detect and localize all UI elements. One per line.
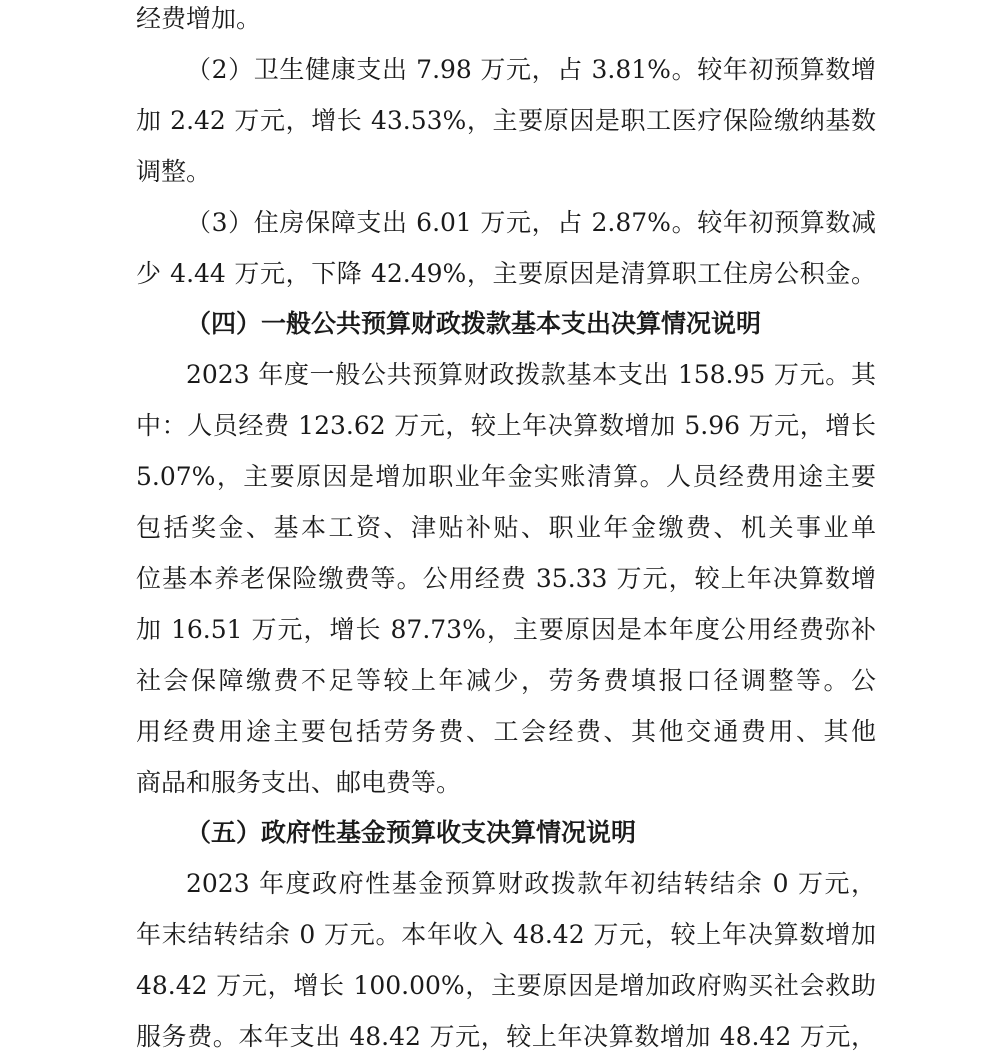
text-line: （3）住房保障支出 6.01 万元，占 2.87%。较年初预算数减 [186, 207, 876, 237]
text-line: 2023 年度一般公共预算财政拨款基本支出 158.95 万元。其 [186, 360, 876, 390]
text-line: 社会保障缴费不足等较上年减少，劳务费填报口径调整等。公 [136, 665, 876, 695]
text-line: 经费增加。 [136, 4, 262, 33]
text-line: 加 2.42 万元，增长 43.53%，主要原因是职工医疗保险缴纳基数 [136, 105, 876, 135]
text-line: 调整。 [136, 156, 212, 186]
text-line: 服务费。本年支出 48.42 万元，较上年决算数增加 48.42 万元， [136, 1022, 876, 1051]
text-line: 用经费用途主要包括劳务费、工会经费、其他交通费用、其他 [136, 716, 876, 746]
text-line: 中：人员经费 123.62 万元，较上年决算数增加 5.96 万元，增长 [136, 411, 876, 441]
text-line: 2023 年度政府性基金预算财政拨款年初结转结余 0 万元， [186, 869, 876, 899]
text-line: 商品和服务支出、邮电费等。 [136, 767, 462, 797]
text-line: 包括奖金、基本工资、津贴补贴、职业年金缴费、机关事业单 [136, 513, 876, 542]
text-line: 加 16.51 万元，增长 87.73%，主要原因是本年度公用经费弥补 [136, 614, 876, 644]
text-line: 年末结转结余 0 万元。本年收入 48.42 万元，较上年决算数增加 [136, 920, 876, 950]
section-heading: （四）一般公共预算财政拨款基本支出决算情况说明 [186, 309, 762, 339]
text-line: 位基本养老保险缴费等。公用经费 35.33 万元，较上年决算数增 [136, 563, 876, 593]
section-heading: （五）政府性基金预算收支决算情况说明 [186, 818, 637, 848]
text-line: 48.42 万元，增长 100.00%，主要原因是增加政府购买社会救助 [136, 971, 876, 1001]
text-line: 少 4.44 万元，下降 42.49%，主要原因是清算职工住房公积金。 [136, 258, 876, 288]
text-line: 5.07%，主要原因是增加职业年金实账清算。人员经费用途主要 [136, 462, 876, 492]
text-line: （2）卫生健康支出 7.98 万元，占 3.81%。较年初预算数增 [186, 54, 876, 84]
